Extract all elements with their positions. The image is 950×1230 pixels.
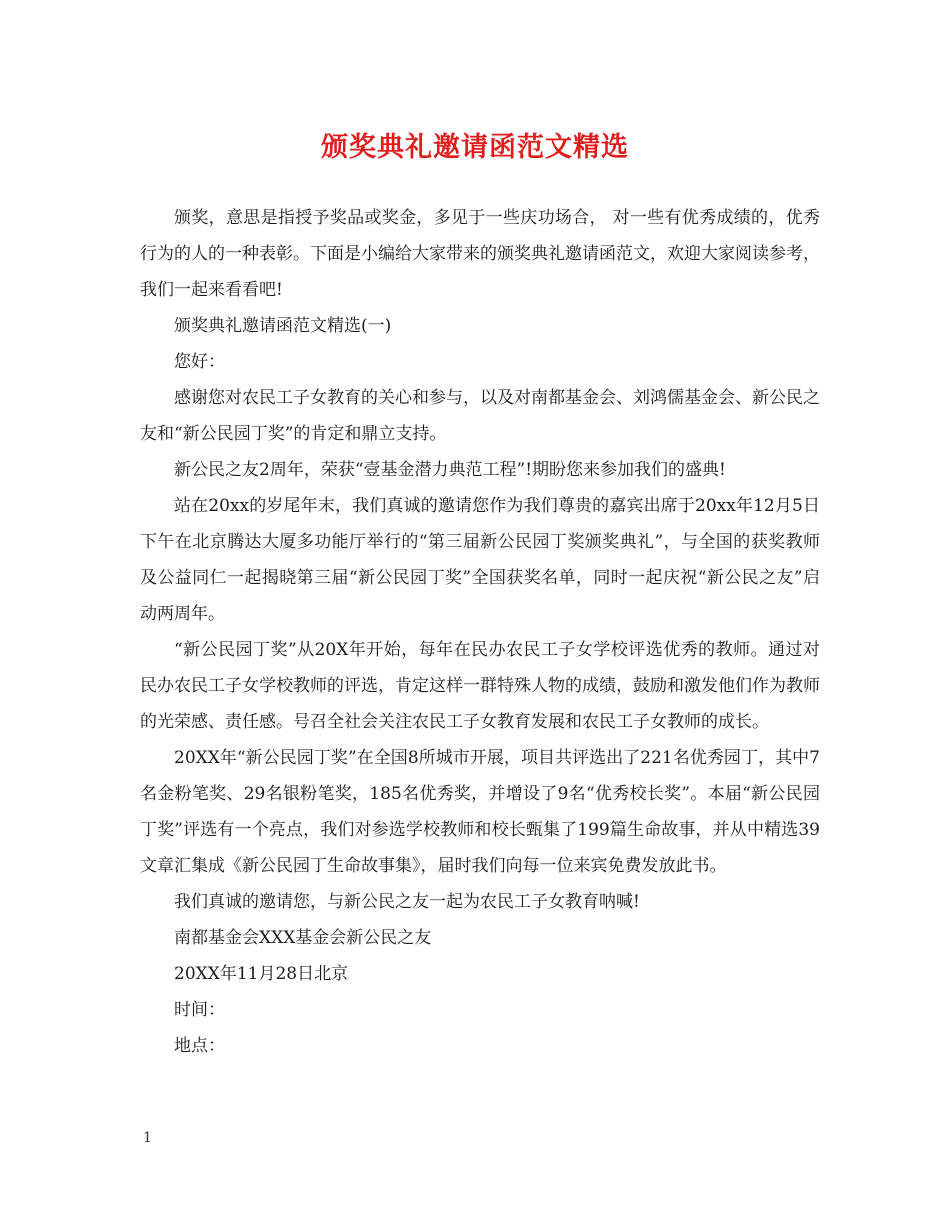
paragraph-time: 时间： xyxy=(174,1000,225,1020)
paragraph-location: 地点： xyxy=(174,1036,225,1056)
paragraph-anniversary: 新公民之友2周年，荣获“壹基金潜力典范工程”!期盼您来参加我们的盛典! xyxy=(174,460,726,480)
paragraph-thanks: 感谢您对农民工子女教育的关心和参与，以及对南都基金会、刘鸿儒基金会、新公民之友和“新公民园丁奖”的肯定和鼎立支持。 xyxy=(140,388,820,444)
paragraph-invitation: 站在20xx的岁尾年末，我们真诚的邀请您作为我们尊贵的嘉宾出席于20xx年12月5日下午在北京腾达大厦多功能厅举行的“第三届新公民园丁奖颁奖典礼”，与全国的获奖教师及公益同仁一起揭晓第三届“新公民园丁奖”全国获奖名单，同时一起庆祝“新公民之友”启动两周年。 xyxy=(140,496,820,624)
paragraph-signature: 南都基金会XXX基金会新公民之友 xyxy=(174,928,432,948)
document-body xyxy=(140,200,820,1064)
paragraph-closing: 我们真诚的邀请您，与新公民之友一起为农民工子女教育呐喊! xyxy=(174,892,640,912)
paragraph-subtitle: 颁奖典礼邀请函范文精选(一) xyxy=(174,316,392,336)
paragraph-intro: 颁奖，意思是指授予奖品或奖金，多见于一些庆功场合， 对一些有优秀成绩的，优秀行为的人的一种表彰。下面是小编给大家带来的颁奖典礼邀请函范文，欢迎大家阅读参考，我们一起来看看吧! xyxy=(140,208,820,300)
document-title: 颁奖典礼邀请函范文精选 xyxy=(321,132,629,163)
paragraph-award-details: 20XX年“新公民园丁奖”在全国8所城市开展，项目共评选出了221名优秀园丁，其中7名金粉笔奖、29名银粉笔奖，185名优秀奖，并增设了9名“优秀校长奖”。本届“新公民园丁奖”评选有一个亮点，我们对参选学校教师和校长甄集了199篇生命故事，并从中精选39文章汇集成《新公民园丁生命故事集》，届时我们向每一位来宾免费发放此书。 xyxy=(140,748,820,876)
paragraph-date: 20XX年11月28日北京 xyxy=(174,964,349,984)
paragraph-greeting: 您好： xyxy=(174,352,225,372)
paragraph-award-history: “新公民园丁奖”从20X年开始，每年在民办农民工子女学校评选优秀的教师。通过对民办农民工子女学校教师的评选，肯定这样一群特殊人物的成绩，鼓励和激发他们作为教师的光荣感、责任感。号召全社会关注农民工子女教育发展和农民工子女教师的成长。 xyxy=(140,640,820,732)
page-number: 1 xyxy=(143,1130,152,1146)
